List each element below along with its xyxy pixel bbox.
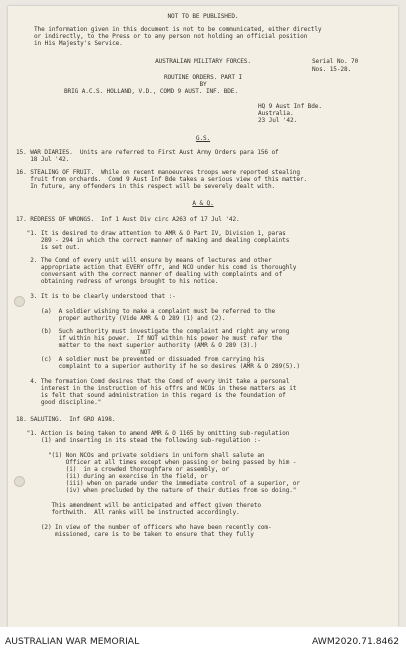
order-line: "(1) Non NCOs and private soldiers in uniform shall salute an <box>16 452 265 459</box>
order-line: (iv) when precluded by the nature of their duties from so doing." <box>16 487 297 494</box>
order-line: forthwith. All ranks will be instructed accordingly. <box>16 509 240 516</box>
by-line: BY <box>199 81 207 88</box>
order-line: (2) In view of the number of officers who have been recently com- <box>16 524 272 531</box>
intro-line: in His Majesty's Service. <box>34 40 123 47</box>
order-line: complaint to a superior authority if he so desires (AMR & O 289(5).) <box>16 363 300 370</box>
order-line: conversant with the correct manner of dealing with complaints and of <box>16 271 283 278</box>
order-line: 16. STEALING OF FRUIT. While on recent manoeuvres troops were reported stealing <box>16 169 300 176</box>
order-line: fruit from orchards. Comd 9 Aust Inf Bde takes a serious view of this matter. <box>16 176 307 183</box>
order-line: proper authority (Vide AMR & O 289 (1) and (2). <box>16 315 226 322</box>
order-line: (i) in a crowded thoroughfare or assembly, or <box>16 466 229 473</box>
intro-line: The information given in this document is not to be communicated, either directly <box>34 26 322 33</box>
order-line: 4. The formation Comd desires that the Comd of every Unit take a personal <box>16 378 290 385</box>
order-line: (1) and inserting in its stead the following sub-regulation :- <box>16 437 261 444</box>
order-numbers: Nos. 15-28. <box>312 66 352 73</box>
order-line: obtaining redress of wrongs brought to his notice. <box>16 278 219 285</box>
order-line: (b) Such authority must investigate the complaint and right any wrong <box>16 328 290 335</box>
accession-number: AWM2020.71.8462 <box>312 636 400 647</box>
serial-number: Serial No. 70 <box>312 58 359 65</box>
order-line: interest in the instruction of his offrs and NCOs in these matters as it <box>16 385 297 392</box>
order-line: appropriate action that EVERY offr, and NCO under his comd is thoroughly <box>16 264 297 271</box>
order-line: Officer at all times except when passing or being passed by him - <box>16 459 297 466</box>
order-line: 3. It is to be clearly understood that :- <box>16 293 176 300</box>
section-heading: G.S. <box>195 135 211 142</box>
order-line: NOT <box>16 349 151 356</box>
order-line: 18 Jul '42. <box>16 156 70 163</box>
order-line: In future, any offenders in this respect will be severely dealt with. <box>16 183 276 190</box>
order-line: good discipline." <box>16 399 102 406</box>
orders-title: ROUTINE ORDERS. PART I <box>163 74 243 81</box>
commander-line: BRIG A.C.S. HOLLAND, V.D., COMD 9 AUST. INF. BDE. <box>64 88 238 95</box>
order-line: is felt that sound administration in this regard is the foundation of <box>16 392 286 399</box>
order-line: 289 - 294 in which the correct manner of making and dealing complaints <box>16 237 290 244</box>
order-line: 17. REDRESS OF WRONGS. Inf 1 Aust Div circ A263 of 17 Jul '42. <box>16 216 240 223</box>
order-line: if within his power. If NOT within his power he must refer the <box>16 335 283 342</box>
order-line: is set out. <box>16 244 80 251</box>
intro-line: or indirectly, to the Press or to any person not holding an official position <box>34 33 308 40</box>
order-line: 18. SALUTING. Inf GRO A198. <box>16 416 116 423</box>
order-line: 15. WAR DIARIES. Units are referred to First Aust Army Orders para 156 of <box>16 149 279 156</box>
order-line: (iii) when on parade under the immediate control of a superior, or <box>16 480 300 487</box>
order-line: matter to the next superior authority (AMR & O 289 (3).) <box>16 342 258 349</box>
order-line: "1. It is desired to draw attention to AMR & O Part IV, Division 1, paras <box>16 230 286 237</box>
watermark-footer <box>0 627 406 653</box>
hq-line: Australia. <box>258 110 294 117</box>
order-line: "1. Action is being taken to amend AMR & O 1165 by omitting sub-regulation <box>16 430 290 437</box>
hq-line: HQ 9 Aust Inf Bde. <box>258 103 322 110</box>
document-page <box>8 6 398 627</box>
order-line: This amendment will be anticipated and effect given thereto <box>16 502 261 509</box>
order-line: (a) A soldier wishing to make a complaint must be referred to the <box>16 308 276 315</box>
header-banner: NOT TO BE PUBLISHED. <box>167 13 239 20</box>
order-line: (ii) during an exercise in the field, or <box>16 473 208 480</box>
force-title: AUSTRALIAN MILITARY FORCES. <box>155 58 251 65</box>
order-line: (c) A soldier must be prevented or dissuaded from carrying his <box>16 356 265 363</box>
institution-name: AUSTRALIAN WAR MEMORIAL <box>5 636 140 647</box>
hq-line: 23 Jul '42. <box>258 117 298 124</box>
section-heading: A & Q. <box>192 200 214 207</box>
order-line: 2. The Comd of every unit will ensure by means of lectures and other <box>16 257 272 264</box>
order-line: missioned, care is to be taken to ensure that they fully <box>16 531 254 538</box>
